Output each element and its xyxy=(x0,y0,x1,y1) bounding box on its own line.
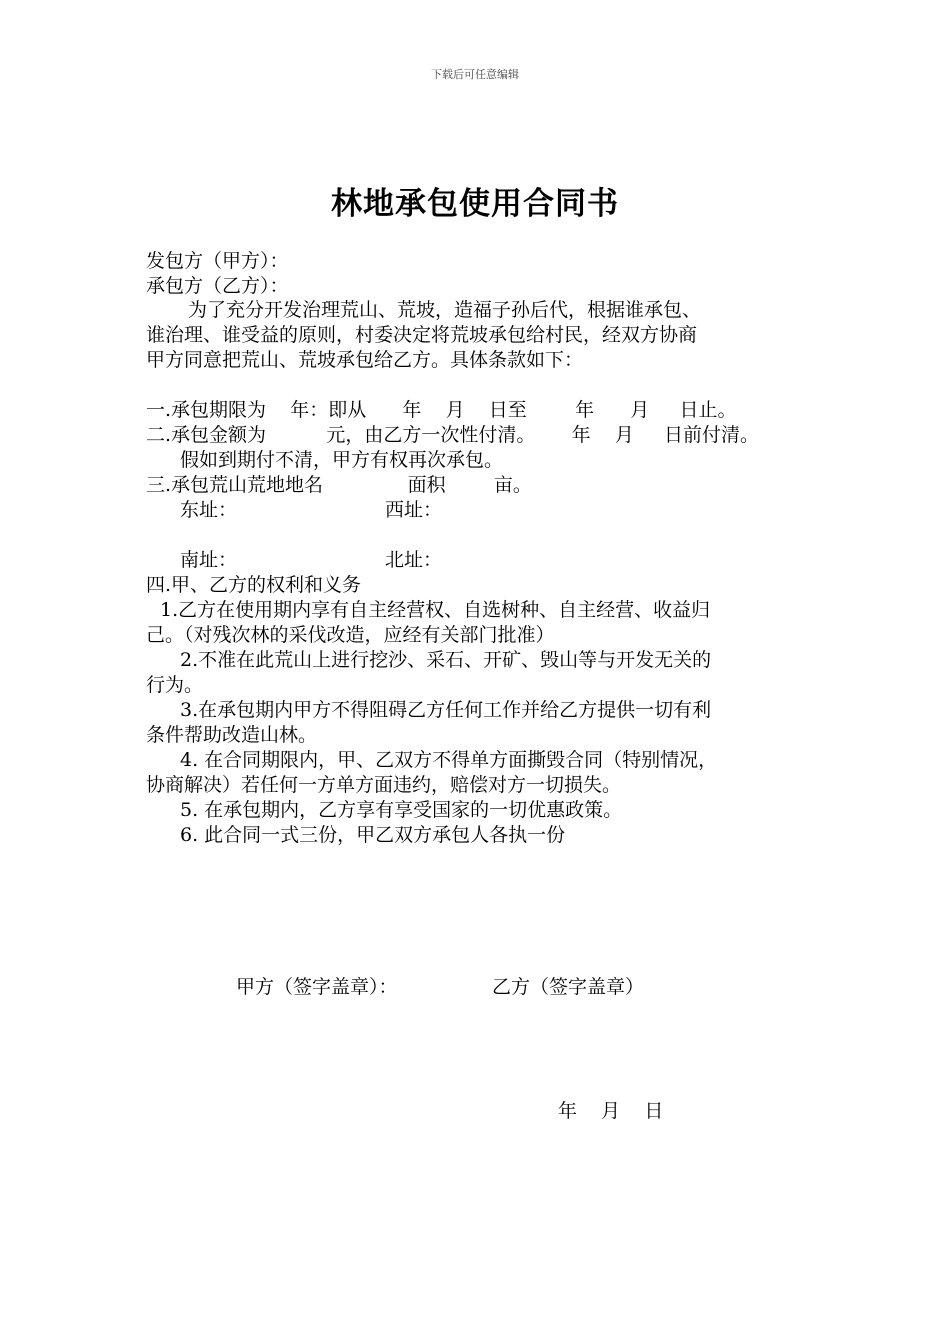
document-title: 林地承包使用合同书 xyxy=(331,186,619,222)
intro-line-3: 甲方同意把荒山、荒坡承包给乙方。具体条款如下： xyxy=(146,349,584,371)
boundary-east: 东址： xyxy=(180,499,238,521)
right-3-line-2: 条件帮助改造山林。 xyxy=(146,724,318,746)
intro-line-2: 谁治理、谁受益的原则，村委决定将荒坡承包给村民，经双方协商 xyxy=(146,324,698,346)
right-1-line-1: 1.乙方在使用期内享有自主经营权、自选树种、自主经营、收益归 xyxy=(160,599,711,621)
clause-term: 一.承包期限为 年：即从 年 月 日至 年 月 日止。 xyxy=(146,399,737,421)
party-b-signature: 乙方（签字盖章） xyxy=(492,976,645,998)
contractor-line: 承包方（乙方）： xyxy=(146,275,289,297)
right-6-line: 6. 此合同一式三份，甲乙双方承包人各执一份 xyxy=(180,824,566,846)
right-2-line-1: 2.不准在此荒山上进行挖沙、采石、开矿、毁山等与开发无关的 xyxy=(180,649,712,671)
boundary-north: 北址： xyxy=(385,549,443,571)
clause-payment-cont: 假如到期付不清，甲方有权再次承包。 xyxy=(180,449,504,471)
intro-line-1: 为了充分开发治理荒山、荒坡，造福子孙后代，根据谁承包、 xyxy=(188,299,702,321)
boundary-south: 南址： xyxy=(180,549,238,571)
clause-rights-heading: 四.甲、乙方的权利和义务 xyxy=(146,574,362,596)
right-3-line-1: 3.在承包期内甲方不得阻碍乙方任何工作并给乙方提供一切有利 xyxy=(180,699,712,721)
signature-date: 年 月 日 xyxy=(558,1100,664,1122)
right-4-line-1: 4. 在合同期限内，甲、乙双方不得单方面撕毁合同（特别情况， xyxy=(180,749,718,771)
boundary-west: 西址： xyxy=(385,499,443,521)
header-note: 下载后可任意编辑 xyxy=(431,68,519,81)
right-5-line: 5. 在承包期内，乙方享有享受国家的一切优惠政策。 xyxy=(180,799,623,821)
right-4-line-2: 协商解决）若任何一方单方面违约，赔偿对方一切损失。 xyxy=(146,774,622,796)
clause-location: 三.承包荒山荒地地名 面积 亩。 xyxy=(146,474,532,496)
right-1-line-2: 己。（对残次林的采伐改造，应经有关部门批准） xyxy=(146,624,555,646)
right-2-line-2: 行为。 xyxy=(146,674,204,696)
party-a-signature: 甲方（签字盖章）： xyxy=(236,976,398,998)
issuer-line: 发包方（甲方）： xyxy=(146,250,289,272)
clause-payment: 二.承包金额为 元，由乙方一次性付清。 年 月 日前付清。 xyxy=(146,424,760,446)
